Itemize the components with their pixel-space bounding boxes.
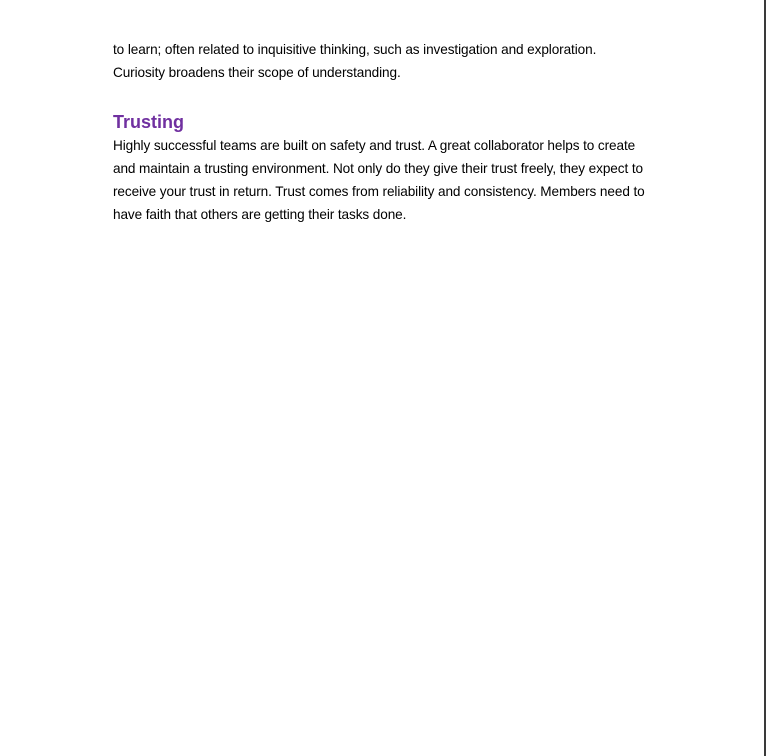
page-content	[113, 38, 693, 226]
body-line: and maintain a trusting environment. Not only do they give their trust freely, they expect to	[113, 161, 643, 176]
trusting-paragraph	[113, 134, 693, 226]
section-heading-trusting: Trusting	[113, 112, 184, 132]
body-line: have faith that others are getting their tasks done.	[113, 207, 407, 222]
intro-paragraph	[113, 38, 693, 84]
intro-line: Curiosity broadens their scope of understanding.	[113, 65, 401, 80]
body-line: receive your trust in return. Trust comes from reliability and consistency. Members need to	[113, 184, 645, 199]
body-line: Highly successful teams are built on safety and trust. A great collaborator helps to create	[113, 138, 636, 153]
intro-line: to learn; often related to inquisitive thinking, such as investigation and exploration.	[113, 42, 597, 57]
